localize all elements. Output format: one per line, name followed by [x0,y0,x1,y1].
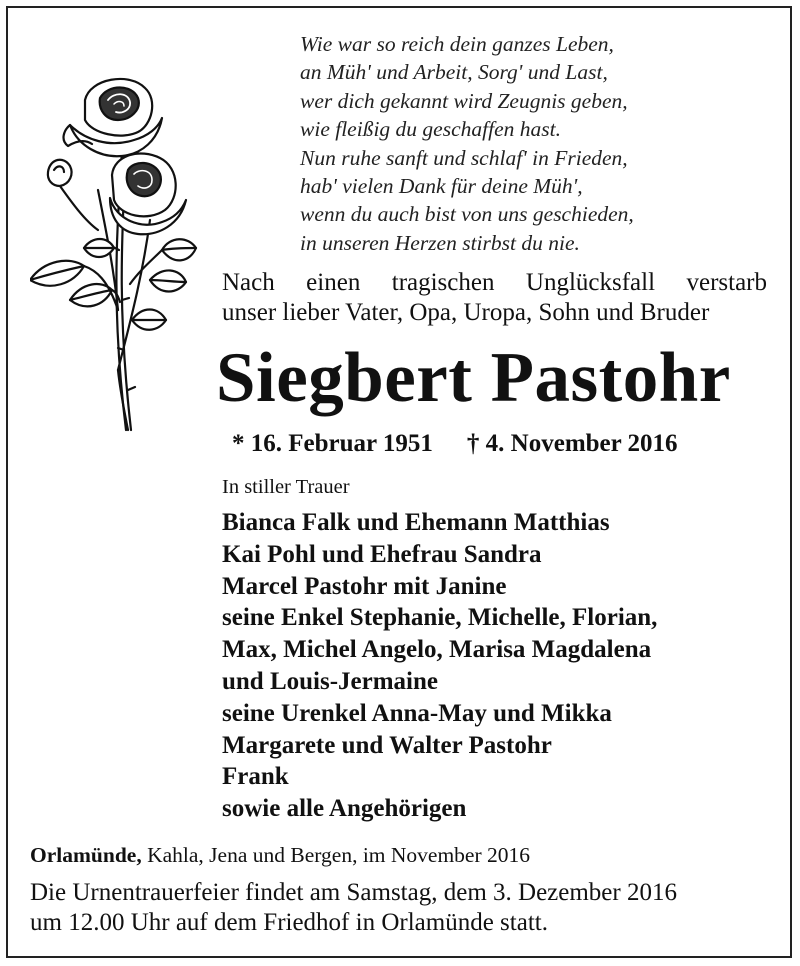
deceased-name: Siegbert Pastohr [216,339,731,417]
mourner-line: sowie alle Angehörigen [222,795,467,823]
service-info [30,878,790,938]
mourner-line: Bianca Falk und Ehemann Matthias [222,509,610,536]
poem-line: wer dich gekannt wird Zeugnis geben, [300,88,628,113]
mourner-line: Marcel Pastohr mit Janine [222,572,507,600]
poem-line: Wie war so reich dein ganzes Leben, [300,32,614,56]
mourner-line: Margarete und Walter Pastohr [222,731,552,759]
poem-line: wenn du auch bist von uns geschieden, [300,202,634,227]
roses-icon [30,70,210,440]
poem-line: in unseren Herzen stirbst du nie. [300,230,580,255]
mourner-line: seine Urenkel Anna-May und Mikka [222,699,612,727]
mourners-list [222,507,657,825]
mourner-line: Frank [222,763,289,791]
memorial-poem [300,30,780,257]
mourning-label: In stiller Trauer [222,476,350,498]
life-dates [232,430,678,458]
place-rest: Kahla, Jena und Bergen, im November 2016 [141,843,531,867]
mourner-line: und Louis-Jermaine [222,667,439,695]
poem-line: an Müh' und Arbeit, Sorg' und Last, [300,60,608,85]
mourner-line: seine Enkel Stephanie, Michelle, Florian, [222,604,658,632]
service-line: um 12.00 Uhr auf dem Friedhof in Orlamünde statt. [30,909,548,936]
birth-date: * 16. Februar 1951 [232,430,433,457]
poem-line: hab' vielen Dank für deine Müh', [300,174,583,199]
death-date: † 4. November 2016 [466,430,678,457]
place-city: Orlamünde, [30,843,142,867]
mourner-line: Kai Pohl und Ehefrau Sandra [222,540,542,568]
intro-line: Nach einen tragischen Unglücksfall verstarb [222,269,767,296]
service-line: Die Urnentrauerfeier findet am Samstag, dem 3. Dezember 2016 [30,879,677,906]
intro-line: unser lieber Vater, Opa, Uropa, Sohn und Bruder [222,299,710,326]
place-and-date [30,843,530,868]
poem-line: wie fleißig du geschaffen hast. [300,117,561,142]
poem-line: Nun ruhe sanft und schlaf' in Frieden, [300,145,628,170]
mourner-line: Max, Michel Angelo, Marisa Magdalena [222,636,652,664]
intro-text [222,268,767,328]
